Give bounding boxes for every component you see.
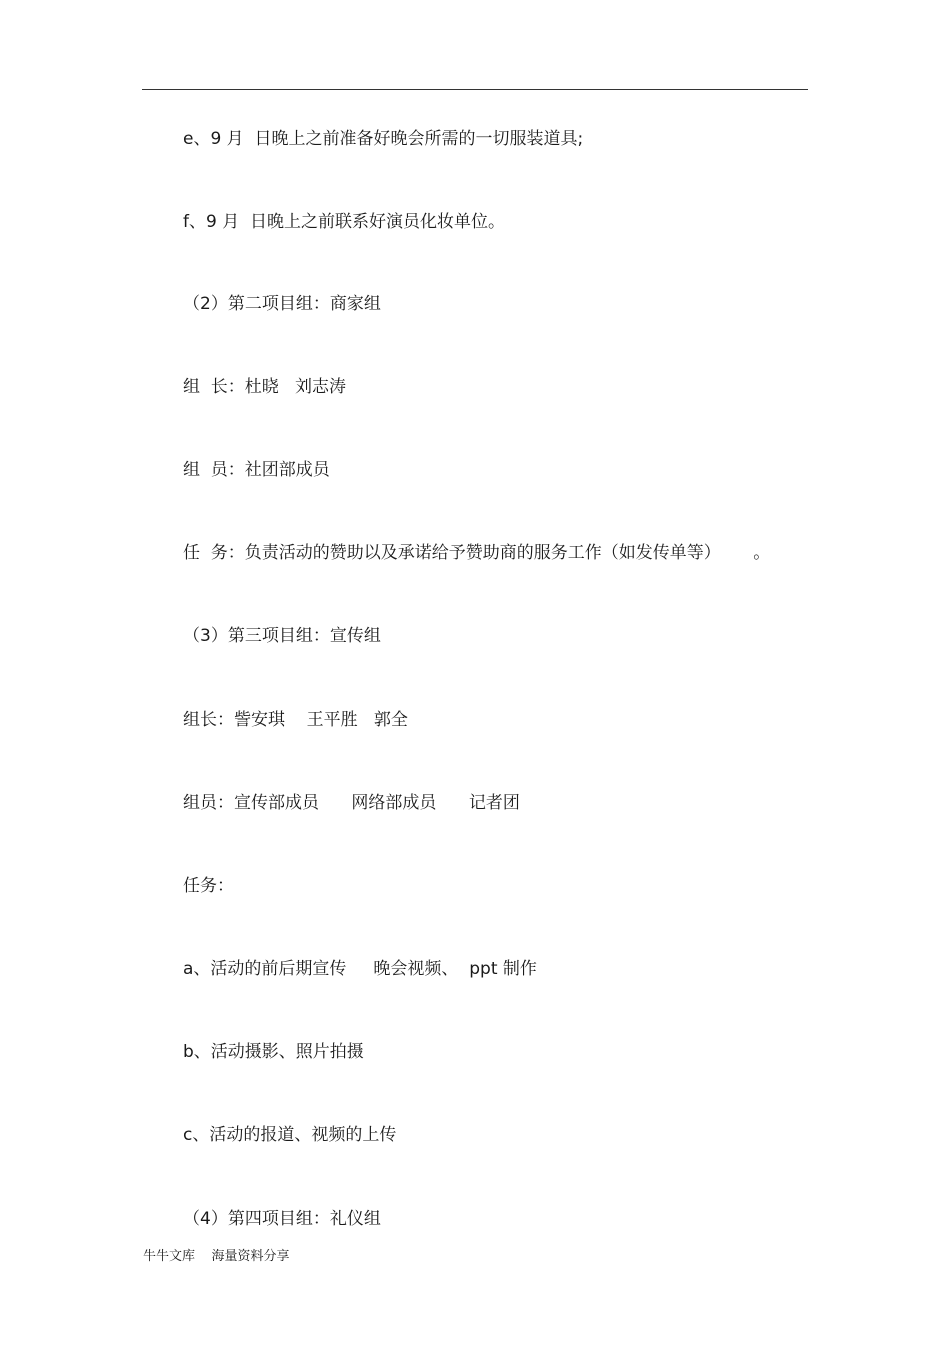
text-line-f: f、9 月 日晚上之前联系好演员化妆单位。 [183,212,506,232]
section-heading-group-4: （4）第四项目组：礼仪组 [183,1209,381,1229]
group-3-task-b: b、活动摄影、照片拍摄 [183,1042,364,1062]
group-3-leaders: 组长：訾安琪 王平胜 郭全 [183,710,408,730]
text-line-e: e、9 月 日晚上之前准备好晚会所需的一切服装道具; [183,129,584,149]
page-footer: 牛牛文库 海量资料分享 [143,1249,290,1264]
group-2-members: 组 员：社团部成员 [183,460,330,480]
group-2-tasks: 任 务：负责活动的赞助以及承诺给予赞助商的服务工作（如发传单等） 。 [183,543,771,563]
section-heading-group-2: （2）第二项目组：商家组 [183,294,381,314]
group-3-task-a: a、活动的前后期宣传 晚会视频、 ppt 制作 [183,959,537,979]
group-3-tasks-label: 任务： [183,876,234,896]
group-2-leaders: 组 长：杜晓 刘志涛 [183,377,347,397]
group-3-members: 组员：宣传部成员 网络部成员 记者团 [183,793,520,813]
header-rule [142,89,808,90]
group-3-task-c: c、活动的报道、视频的上传 [183,1125,397,1145]
section-heading-group-3: （3）第三项目组：宣传组 [183,626,381,646]
